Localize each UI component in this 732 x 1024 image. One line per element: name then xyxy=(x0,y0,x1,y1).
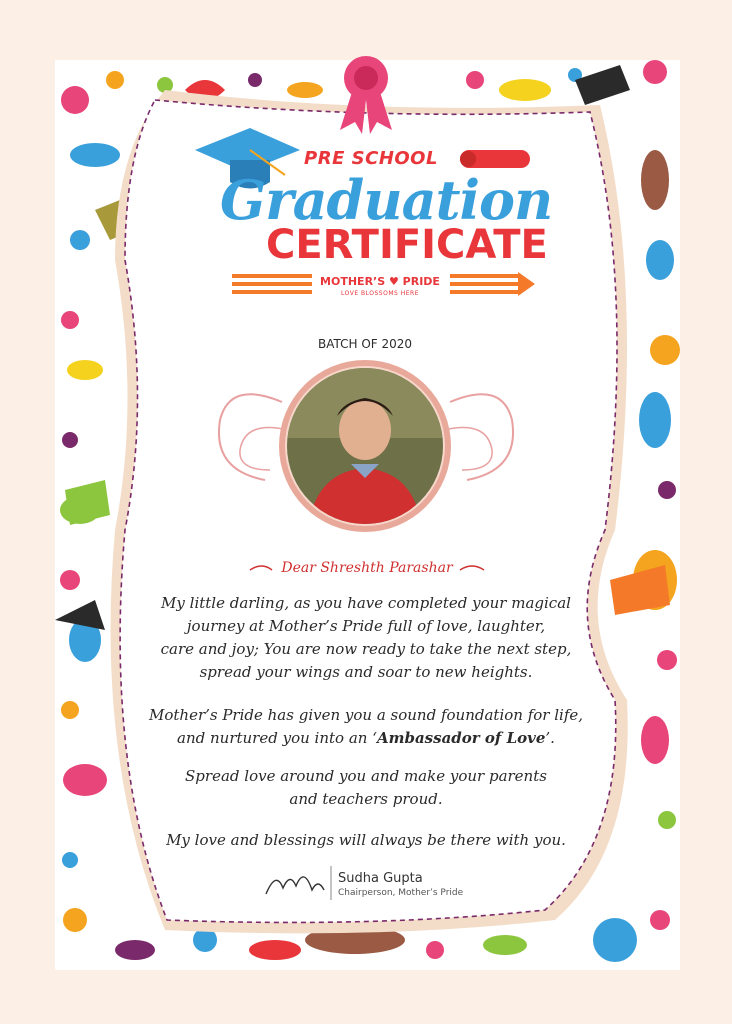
body-text: and nurtured you into an ‘ xyxy=(177,729,377,747)
body-line: and teachers proud. xyxy=(289,790,443,808)
certificate-title: Graduation xyxy=(220,168,553,232)
body-line: My little darling, as you have completed your magical xyxy=(161,594,571,612)
body-text: ’. xyxy=(545,729,555,747)
signatory-role: Chairperson, Mother’s Pride xyxy=(338,888,464,898)
paragraph-3 xyxy=(140,765,592,811)
body-line xyxy=(140,727,592,750)
body-line: care and joy; You are now ready to take the next step, xyxy=(160,640,572,658)
recipient-greeting: Dear Shreshth Parashar xyxy=(281,560,453,576)
batch-label: BATCH OF 2020 xyxy=(317,337,413,351)
pre-school-label: PRE SCHOOL xyxy=(304,148,438,169)
body-line: Mother’s Pride has given you a sound foundation for life, xyxy=(148,706,584,724)
paragraph-1 xyxy=(140,592,592,684)
brand-tagline: LOVE BLOSSOMS HERE xyxy=(340,290,419,297)
signatory-name: Sudha Gupta xyxy=(338,871,423,886)
scroll-icon xyxy=(460,150,530,168)
certificate-subtitle: CERTIFICATE xyxy=(266,222,548,268)
signature-mark xyxy=(266,866,331,900)
paragraph-2 xyxy=(140,704,592,750)
body-line: Spread love around you and make your parents xyxy=(185,767,547,785)
student-photo xyxy=(287,368,443,524)
ambassador-of-love: Ambassador of Love xyxy=(376,729,546,747)
body-line: My love and blessings will always be there with you. xyxy=(166,831,566,849)
body-line: journey at Mother’s Pride full of love, laughter, xyxy=(186,617,546,635)
rosette-icon xyxy=(340,56,392,134)
paragraph-4 xyxy=(140,829,592,852)
body-line: spread your wings and soar to new heights. xyxy=(199,663,533,681)
brand-logo: MOTHER’S ♥ PRIDE xyxy=(320,275,440,288)
